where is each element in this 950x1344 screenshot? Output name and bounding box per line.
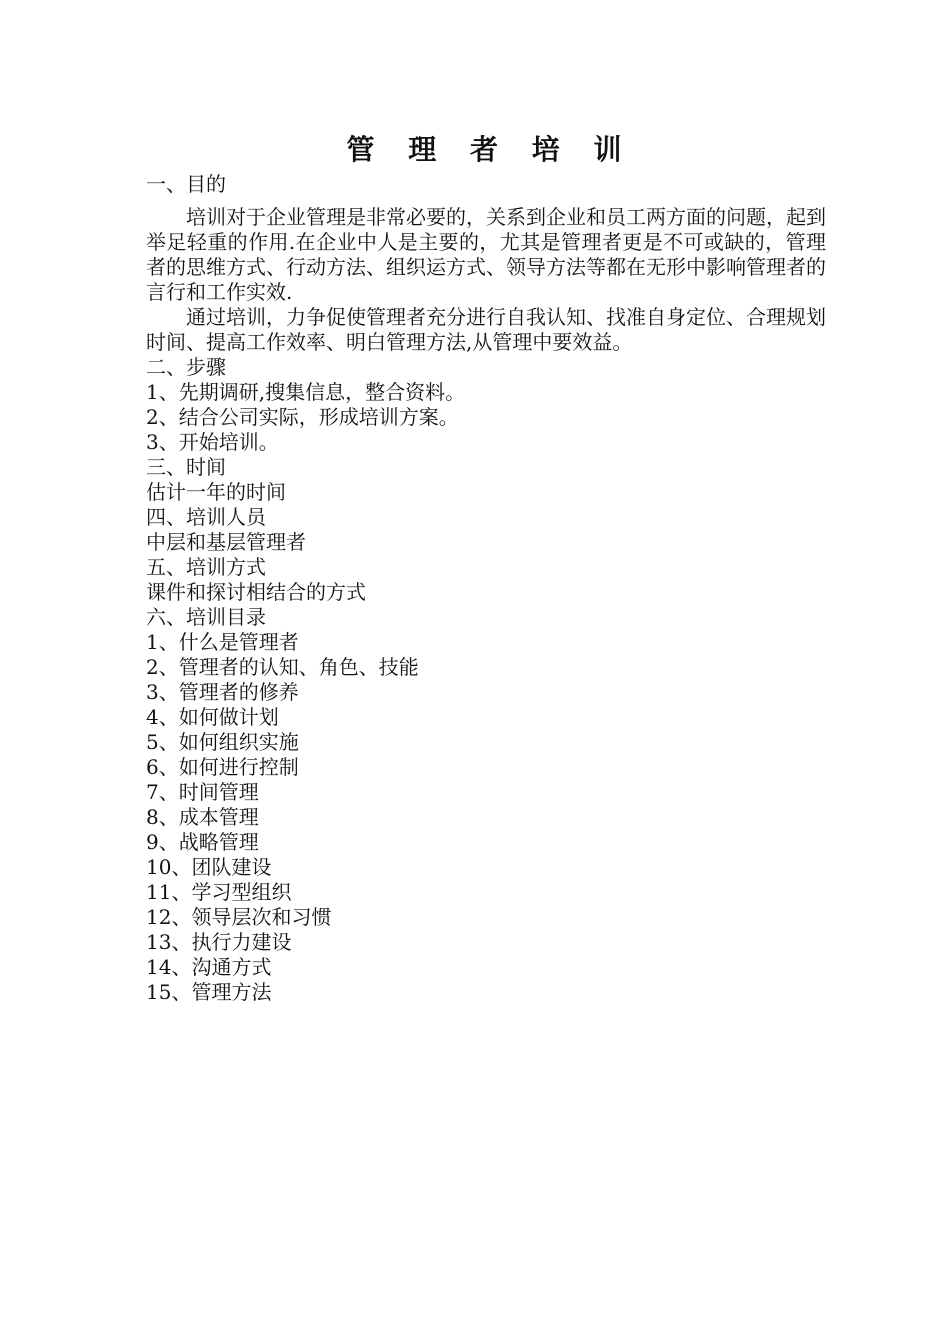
purpose-paragraph-1: 培训对于企业管理是非常必要的，关系到企业和员工两方面的问题，起到举足轻重的作用.在企业中人是主要的，尤其是管理者更是不可或缺的，管理者的思维方式、行动方法、组织运方式、领导方法等都在无形中影响管理者的言行和工作实效. [146,205,826,304]
catalog-item: 2、管理者的认知、角色、技能 [146,655,419,679]
section-steps [146,355,826,455]
section-method [146,555,826,605]
section-time [146,455,826,505]
time-text: 估计一年的时间 [146,480,286,504]
method-text: 课件和探讨相结合的方式 [146,580,366,604]
catalog-item: 3、管理者的修养 [146,680,299,704]
catalog-item: 8、成本管理 [146,805,259,829]
catalog-item: 6、如何进行控制 [146,755,299,779]
section-heading-steps: 二、步骤 [146,355,226,379]
section-purpose [146,172,826,355]
section-heading-time: 三、时间 [146,455,226,479]
section-heading-catalog: 六、培训目录 [146,605,266,629]
document-page [146,130,826,1005]
step-item: 1、先期调研,搜集信息，整合资料。 [146,380,466,404]
trainees-text: 中层和基层管理者 [146,530,306,554]
step-item: 3、开始培训。 [146,430,279,454]
section-heading-method: 五、培训方式 [146,555,266,579]
catalog-item: 15、管理方法 [146,980,272,1004]
catalog-item: 1、什么是管理者 [146,630,299,654]
catalog-item: 9、战略管理 [146,830,259,854]
catalog-item: 14、沟通方式 [146,955,272,979]
section-trainees [146,505,826,555]
catalog-item: 5、如何组织实施 [146,730,299,754]
catalog-item: 4、如何做计划 [146,705,279,729]
section-catalog [146,605,826,1005]
catalog-item: 13、执行力建设 [146,930,292,954]
step-item: 2、结合公司实际，形成培训方案。 [146,405,459,429]
document-title: 管 理 者 培 训 [346,133,634,166]
catalog-item: 10、团队建设 [146,855,272,879]
section-heading-trainees: 四、培训人员 [146,505,266,529]
catalog-item: 11、学习型组织 [146,880,292,904]
catalog-item: 7、时间管理 [146,780,259,804]
catalog-item: 12、领导层次和习惯 [146,905,332,929]
purpose-paragraph-2: 通过培训，力争促使管理者充分进行自我认知、找准自身定位、合理规划时间、提高工作效率、明白管理方法,从管理中要效益。 [146,305,826,354]
section-heading-purpose: 一、目的 [146,172,226,196]
